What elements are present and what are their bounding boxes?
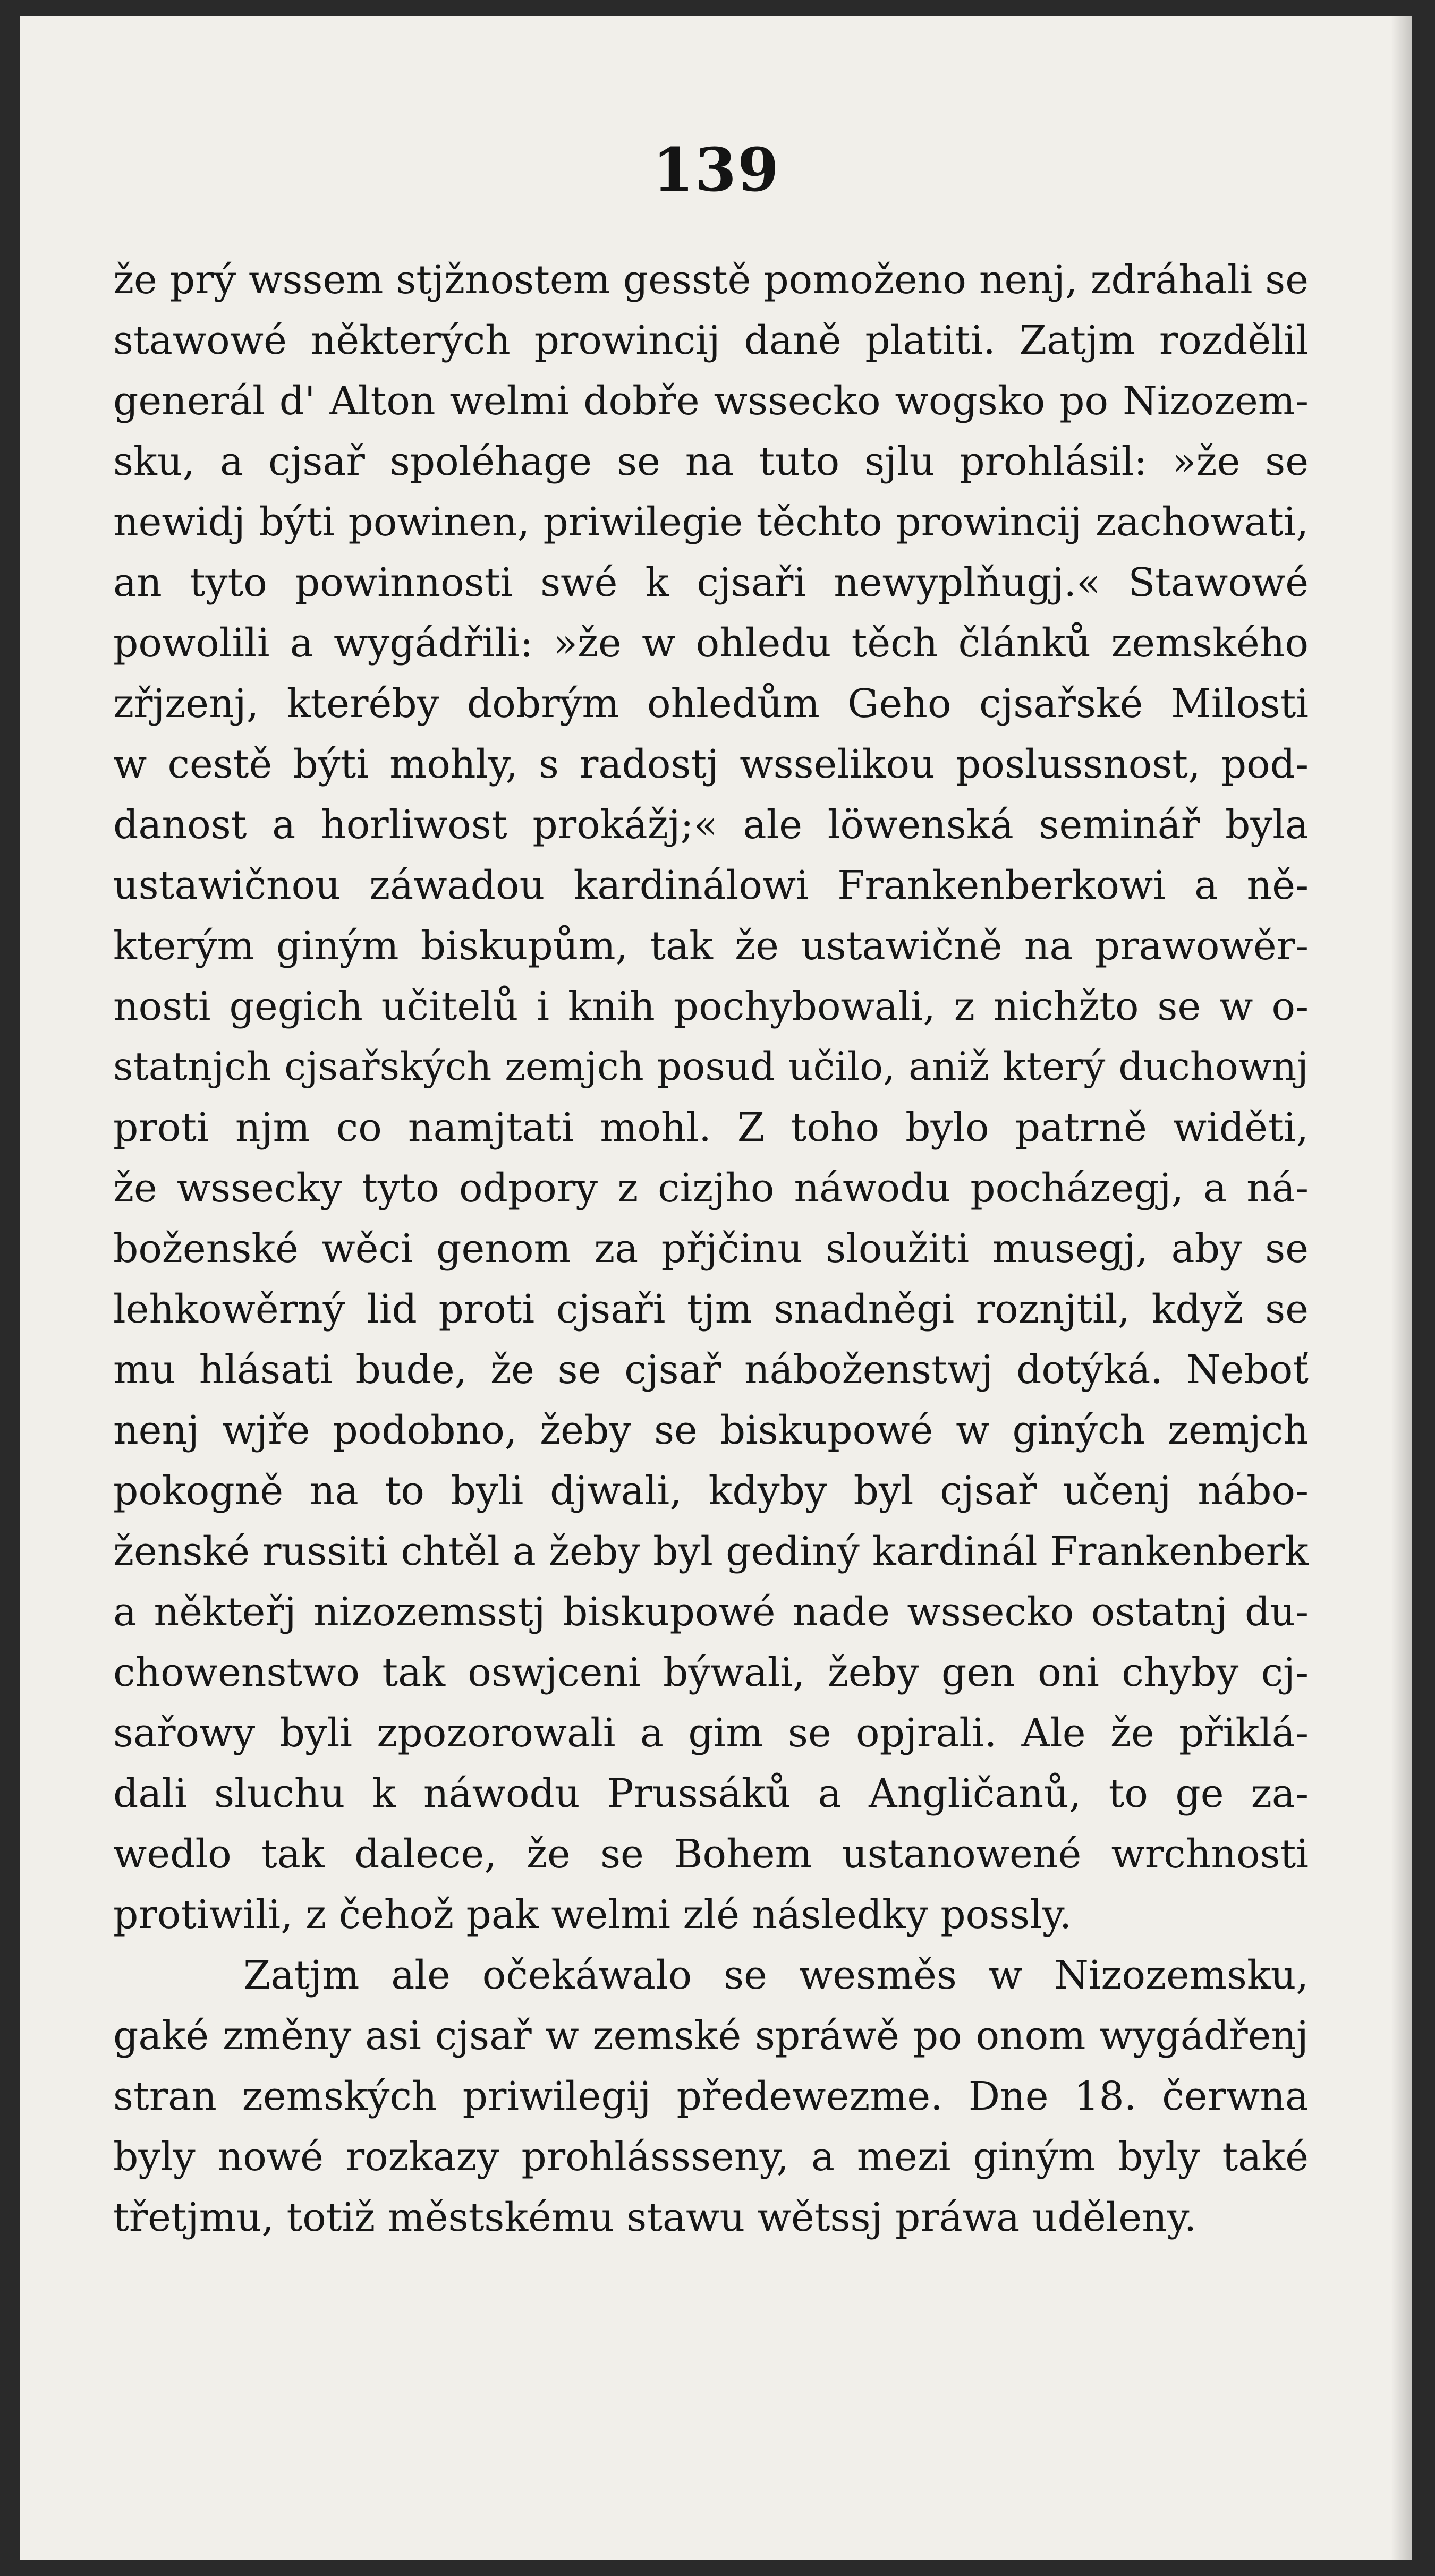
text-line: ustawičnou záwadou kardinálowi Frankenberkowi a ně- xyxy=(113,863,1309,908)
text-line: chowenstwo tak oswjceni býwali, žeby gen oni chyby cj- xyxy=(113,1650,1309,1695)
text-line: stran zemských priwilegij předewezme. Dne 18. čerwna xyxy=(113,2074,1309,2119)
text-line: proti njm co namjtati mohl. Z toho bylo patrně widěti, xyxy=(113,1105,1309,1150)
text-line: gaké změny asi cjsař w zemské spráwě po onom wygádřenj xyxy=(113,2013,1309,2059)
text-line: nosti gegich učitelů i knih pochybowali, z nichžto se w o- xyxy=(113,984,1309,1029)
text-line: lehkowěrný lid proti cjsaři tjm snadněgi roznjtil, když se xyxy=(113,1286,1309,1332)
text-line: nenj wjře podobno, žeby se biskupowé w giných zemjch xyxy=(113,1408,1309,1453)
text-line: an tyto powinnosti swé k cjsaři newyplňugj.« Stawowé xyxy=(113,560,1309,605)
text-line: zřjzenj, kteréby dobrým ohledům Geho cjsařské Milosti xyxy=(113,681,1309,727)
text-line: boženské wěci genom za přjčinu sloužiti musegj, aby se xyxy=(113,1226,1309,1272)
text-line: protiwili, z čehož pak welmi zlé následky possly. xyxy=(113,1892,1072,1938)
text-line: wedlo tak dalece, že se Bohem ustanowené wrchnosti xyxy=(113,1831,1309,1877)
text-line: statnjch cjsařských zemjch posud učilo, aniž který duchownj xyxy=(113,1044,1309,1089)
text-line: stawowé některých prowincij daně platiti. Zatjm rozdělil xyxy=(113,318,1309,363)
text-line: generál d' Alton welmi dobře wssecko wogsko po Nizozem- xyxy=(113,378,1309,424)
text-line: že wssecky tyto odpory z cizjho náwodu pocházegj, a ná- xyxy=(113,1165,1309,1211)
text-line: danost a horliwost prokážj;« ale löwenská seminář byla xyxy=(113,802,1309,848)
page-number: 139 xyxy=(652,135,780,205)
text-line: w cestě býti mohly, s radostj wsselikou poslussnost, pod- xyxy=(113,741,1309,787)
book-page xyxy=(20,16,1412,2560)
text-line: pokogně na to byli djwali, kdyby byl cjsař učenj nábo- xyxy=(113,1468,1309,1514)
text-line: Zatjm ale očekáwalo se wesměs w Nizozemsku, xyxy=(243,1952,1309,1998)
text-line: dali sluchu k náwodu Prussáků a Angličanů, to ge za- xyxy=(113,1771,1309,1816)
text-line: že prý wssem stjžnostem gesstě pomoženo nenj, zdráhali se xyxy=(113,257,1309,303)
text-line: byly nowé rozkazy prohlássseny, a mezi giným byly také xyxy=(113,2134,1309,2180)
text-line: mu hlásati bude, že se cjsař náboženstwj dotýká. Neboť xyxy=(113,1347,1309,1393)
paragraph xyxy=(113,250,1309,1945)
text-line: ženské russiti chtěl a žeby byl gediný kardinál Frankenberk xyxy=(113,1529,1309,1574)
text-line: třetjmu, totiž městskému stawu wětssj práwa uděleny. xyxy=(113,2195,1197,2240)
text-line: kterým giným biskupům, tak že ustawičně na prawowěr- xyxy=(113,923,1309,969)
paragraph xyxy=(113,1945,1309,2248)
body-text xyxy=(113,250,1309,2248)
text-line: sařowy byli zpozorowali a gim se opjrali. Ale že přiklá- xyxy=(113,1710,1309,1756)
text-line: sku, a cjsař spoléhage se na tuto sjlu prohlásil: »že se xyxy=(113,439,1309,484)
text-line: powolili a wygádřili: »že w ohledu těch článků zemského xyxy=(113,620,1309,666)
text-line: a někteřj nizozemsstj biskupowé nade wssecko ostatnj du- xyxy=(113,1589,1309,1635)
text-line: newidj býti powinen, priwilegie těchto prowincij zachowati, xyxy=(113,499,1309,545)
page-edge-shadow xyxy=(1391,16,1412,2560)
